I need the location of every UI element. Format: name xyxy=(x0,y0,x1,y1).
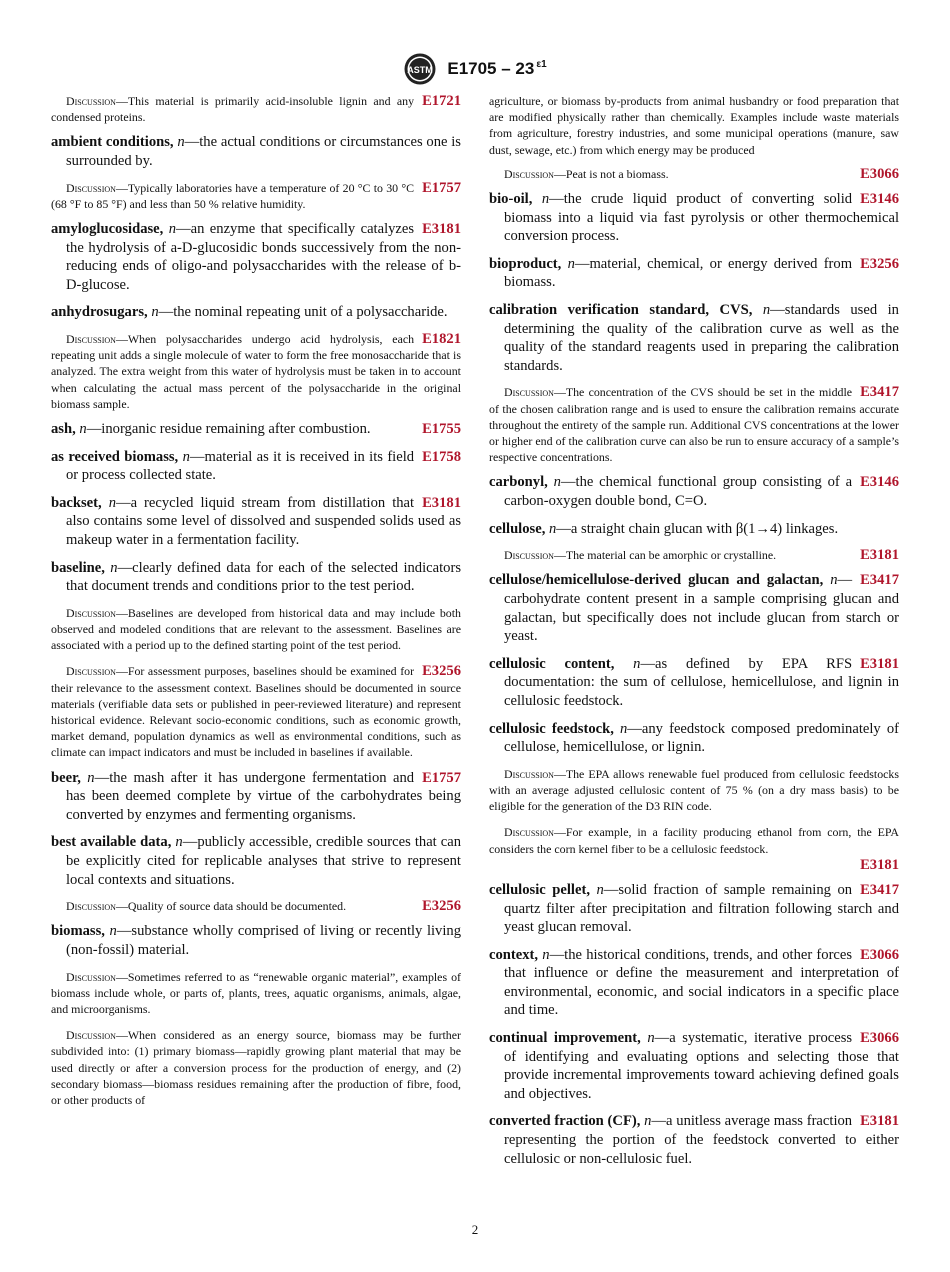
designation-text: E1705 – 23 xyxy=(447,59,535,78)
reference-code: E3181 xyxy=(860,1113,899,1130)
reference-code: E3417 xyxy=(860,881,899,898)
part-of-speech: n xyxy=(110,559,118,576)
discussion-label: Discussion xyxy=(66,664,116,679)
glossary-entry xyxy=(51,494,461,550)
discussion-text: —Peat is not a biomass. xyxy=(553,166,669,181)
standard-designation xyxy=(447,59,546,79)
part-of-speech: n xyxy=(596,881,604,898)
term: bio-oil, xyxy=(489,191,533,208)
definition: —clearly defined data for each of the selected indicators that document trends and conditions prior to the test period. xyxy=(66,559,461,595)
definition: —substance wholly comprised of living or recently living (non-fossil) material. xyxy=(66,923,461,958)
part-of-speech: n xyxy=(87,769,95,786)
discussion-text: —Sometimes referred to as “renewable organic material”, examples of biomass include whole, or parts of, plants, trees, aquatic organisms, animals, algae, and microorganisms. xyxy=(51,969,461,1016)
term: best available data, xyxy=(51,834,172,851)
definition: —the mash after it has undergone fermentation and has been deemed complete by virtue of the carbohydrates being converted by enzymes and fermenting organisms. xyxy=(66,769,461,823)
term: backset, xyxy=(51,494,102,511)
discussion-note xyxy=(51,1027,461,1108)
reference-code: E3181 xyxy=(860,655,899,672)
part-of-speech: n xyxy=(830,572,838,589)
discussion-label: Discussion xyxy=(66,1028,116,1043)
discussion-label: Discussion xyxy=(504,825,554,840)
term: cellulosic content, xyxy=(489,655,615,672)
reference-code: E1721 xyxy=(422,93,461,109)
reference-code: E3181 xyxy=(860,856,899,873)
term: cellulose/hemicellulose-derived glucan and galactan, xyxy=(489,572,824,589)
definition: —the crude liquid product of converting solid biomass into a liquid via fast pyrolysis or other thermochemical conversion process. xyxy=(504,191,899,245)
discussion-label: Discussion xyxy=(66,331,116,346)
glossary-entry xyxy=(489,301,899,375)
discussion-note xyxy=(51,969,461,1018)
definition: —a straight chain glucan with β(1→4) linkages. xyxy=(556,520,839,537)
right-column xyxy=(489,93,899,1177)
glossary-entry xyxy=(489,473,899,510)
discussion-note xyxy=(51,180,461,212)
discussion-continuation: agriculture, or biomass by-products from animal husbandry or food preparation that are modified physically rather than chemically. Examples include waste materials from agriculture, forestry industries, and some municipal operations (manure, saw dust, sewage, etc.) from which energy may be produced xyxy=(489,94,899,157)
discussion-label: Discussion xyxy=(66,605,116,620)
glossary-entry xyxy=(489,520,899,539)
discussion-label: Discussion xyxy=(66,94,116,108)
glossary-entry xyxy=(51,448,461,485)
term: cellulosic pellet, xyxy=(489,881,590,898)
discussion-text: —When considered as an energy source, biomass may be further subdivided into: (1) primary biomass—rapidly growing plant material that may be used directly or after a conversion process for the production of energy, and (2) secondary biomass—biomass residues remaining after the production of fibre, food, or other products of xyxy=(51,1028,461,1107)
reference-code: E3417 xyxy=(860,572,899,589)
discussion-text: —Quality of source data should be documented. xyxy=(115,899,347,914)
reference-code: E3146 xyxy=(860,474,899,491)
part-of-speech: n xyxy=(633,655,641,672)
definition: —the historical conditions, trends, and other forces that influence or define the measurement and interpretation of environmental, economic, and social indicators in a specific place and time. xyxy=(504,946,899,1019)
discussion-label: Discussion xyxy=(504,166,554,181)
definition: —a systematic, iterative process of identifying and evaluating options and selecting those that provide incremental improvements toward achieving defined goals and objectives. xyxy=(504,1030,899,1102)
discussion-note xyxy=(51,93,461,125)
page-header xyxy=(0,52,950,86)
definition: —carbohydrate content present in a sample comprising glucan and galactan, but specifically does not include glucan from starch or yeast. xyxy=(504,572,899,645)
discussion-label: Discussion xyxy=(66,969,116,984)
reference-code: E1757 xyxy=(422,769,461,786)
discussion-text: —When polysaccharides undergo acid hydrolysis, each repeating unit adds a single molecule of water to form the free monosaccharide that is analyzed. The extra weight from this water of hydrolysis must be taken in to account when calculating the actual mass percent of the polysaccharide in the original biomass sample. xyxy=(51,331,461,411)
discussion-note xyxy=(489,547,899,563)
part-of-speech: n xyxy=(541,191,550,208)
page-number: 2 xyxy=(471,1222,479,1237)
part-of-speech: n xyxy=(79,420,87,437)
glossary-entry xyxy=(489,571,899,645)
reference-code: E3181 xyxy=(860,547,899,564)
definition: —a recycled liquid stream from distillation that also contains some level of dissolved and suspended solids used as makeup water in a fermentation facility. xyxy=(66,494,461,548)
reference-code: E1821 xyxy=(422,330,461,347)
term: beer, xyxy=(51,769,81,786)
term: as received biomass, xyxy=(51,448,179,465)
discussion-label: Discussion xyxy=(66,180,116,195)
discussion-note xyxy=(51,331,461,412)
part-of-speech: n xyxy=(175,834,183,851)
discussion-text: —The concentration of the CVS should be set in the middle of the chosen calibration range and is used to ensure the calibration remains accurate throughout the entirety of the sample run. Additional CVS concentrations at the lower or higher end of the calibration curve can also be run to ensure accuracy of a sample’s respective concentrations. xyxy=(489,385,899,465)
reference-code: E1755 xyxy=(422,420,461,437)
reference-code: E3181 xyxy=(422,494,461,511)
glossary-entry xyxy=(51,220,461,294)
part-of-speech: n xyxy=(182,448,190,465)
definition: —a unitless average mass fraction representing the portion of the feedstock converted to either cellulosic or non-cellulosic fuel. xyxy=(504,1113,899,1167)
term: baseline, xyxy=(51,559,105,576)
definition: —the nominal repeating unit of a polysaccharide. xyxy=(158,304,448,321)
discussion-text: —The EPA allows renewable fuel produced from cellulosic feedstocks with an average adjusted cellulosic content of 75 % (on a dry mass basis) to be eligible for the generation of the D3 RIN code. xyxy=(489,766,899,814)
discussion-note xyxy=(51,605,461,654)
definition: —an enzyme that specifically catalyzes the hydrolysis of a-D-glucosidic bonds successively from the non-reducing ends of oligo-and polysaccharides with the release of b-D-glucose. xyxy=(66,221,461,293)
discussion-label: Discussion xyxy=(504,766,554,781)
reference-code: E1758 xyxy=(422,448,461,465)
logo-text: ASTM xyxy=(407,65,434,75)
discussion-note xyxy=(489,824,899,873)
glossary-entry xyxy=(51,133,461,170)
glossary-entry xyxy=(51,922,461,959)
discussion-note xyxy=(489,766,899,815)
part-of-speech: n xyxy=(620,720,628,737)
reference-code: E3146 xyxy=(860,191,899,208)
discussion-note xyxy=(489,166,899,182)
discussion-label: Discussion xyxy=(66,899,116,914)
glossary-entry xyxy=(51,833,461,889)
definition: —solid fraction of sample remaining on quartz filter after precipitation and filtration following starch and yeast glucan removal. xyxy=(504,881,899,936)
term: context, xyxy=(489,946,539,963)
term: biomass, xyxy=(51,923,105,940)
part-of-speech: n xyxy=(647,1030,655,1047)
discussion-label: Discussion xyxy=(504,385,554,400)
term: anhydrosugars, xyxy=(51,304,148,321)
definition: —as defined by EPA RFS documentation: the sum of cellulose, hemicellulose, and lignin in cellulosic feedstock. xyxy=(504,655,899,709)
discussion-note xyxy=(489,384,899,465)
term: ash, xyxy=(51,420,76,437)
part-of-speech: n xyxy=(108,494,116,511)
discussion-text: —This material is primarily acid-insoluble lignin and any condensed proteins. xyxy=(51,94,415,125)
reference-code: E3256 xyxy=(422,663,461,680)
reference-code: E3256 xyxy=(860,255,899,272)
definition: —the chemical functional group consisting of a carbon-oxygen double bond, C=O. xyxy=(504,474,853,509)
definition: —publicly accessible, credible sources that can be explicitly cited for replicable analyses that strive to represent local contexts and situations. xyxy=(66,834,462,888)
term: calibration verification standard, CVS, xyxy=(489,301,753,318)
part-of-speech: n xyxy=(644,1113,652,1130)
term: cellulose, xyxy=(489,520,546,537)
part-of-speech: n xyxy=(567,255,575,272)
glossary-entry xyxy=(489,1029,899,1103)
part-of-speech: n xyxy=(151,304,159,321)
term: ambient conditions, xyxy=(51,134,174,151)
definition: —inorganic residue remaining after combustion. xyxy=(86,420,371,437)
glossary-entry xyxy=(489,655,899,711)
glossary-entry xyxy=(489,881,899,937)
discussion-text: —Typically laboratories have a temperature of 20 °C to 30 °C (68 °F to 85 °F) and less than 50 % relative humidity. xyxy=(51,180,415,211)
part-of-speech: n xyxy=(762,301,771,318)
glossary-entry xyxy=(51,769,461,825)
part-of-speech: n xyxy=(168,221,177,237)
discussion-note xyxy=(51,898,461,914)
term: bioproduct, xyxy=(489,255,562,272)
term: amyloglucosidase, xyxy=(51,221,164,237)
discussion-text: —The material can be amorphic or crystalline. xyxy=(553,548,777,563)
glossary-entry xyxy=(489,946,899,1020)
definition: —material, chemical, or energy derived from biomass. xyxy=(504,255,853,291)
discussion-label: Discussion xyxy=(504,548,554,563)
reference-code: E3181 xyxy=(422,221,461,237)
left-column xyxy=(51,93,461,1116)
astm-logo-icon xyxy=(403,52,437,86)
glossary-entry xyxy=(51,303,461,322)
glossary-entry xyxy=(489,255,899,292)
part-of-speech: n xyxy=(549,520,557,537)
discussion-text: —Baselines are developed from historical data and may include both observed and modeled conditions that are relevant to the assessment. Baselines are associated with a period up to the defined starting point of the test period. xyxy=(51,605,461,653)
definition: —any feedstock composed predominately of cellulose, hemicellulose, or lignin. xyxy=(504,720,899,756)
term: converted fraction (CF), xyxy=(489,1113,641,1130)
reference-code: E3066 xyxy=(860,1030,899,1047)
definition: —material as it is received in its field or process collected state. xyxy=(66,448,415,484)
discussion-text: —For example, in a facility producing ethanol from corn, the EPA considers the corn kernel fiber to be a cellulosic feedstock. xyxy=(489,825,899,856)
reference-code: E3066 xyxy=(860,165,899,182)
part-of-speech: n xyxy=(553,474,561,491)
glossary-entry xyxy=(489,1112,899,1168)
definition: —standards used in determining the quality of the calibration curve as well as the quality of the standard reagents used in preparing the calibration standards. xyxy=(504,301,899,374)
discussion-note xyxy=(51,663,461,760)
glossary-entry xyxy=(51,559,461,596)
part-of-speech: n xyxy=(109,923,117,940)
glossary-entry xyxy=(51,420,461,439)
part-of-speech: n xyxy=(542,946,550,963)
glossary-entry xyxy=(489,190,899,246)
term: cellulosic feedstock, xyxy=(489,720,614,737)
reference-code: E1757 xyxy=(422,179,461,196)
glossary-entry xyxy=(489,720,899,757)
discussion-text: —For assessment purposes, baselines should be examined for their relevance to the assessment context. Baselines should be documented in source materials (verifiable data sets or published in peer-reviewed literature) and represent historical evidence. Relevant socio-economic conditions, such as economic growth, market demand, population dynamics as well as environmental conditions, such as climate can impact indicators and must be included in baselines if available. xyxy=(51,664,461,760)
definition: —the actual conditions or circumstances one is surrounded by. xyxy=(66,134,461,169)
term: continual improvement, xyxy=(489,1030,641,1047)
reference-code: E3256 xyxy=(422,898,461,915)
designation-superscript: ε1 xyxy=(536,59,547,71)
term: carbonyl, xyxy=(489,474,548,491)
reference-code: E3417 xyxy=(860,384,899,401)
reference-code: E3066 xyxy=(860,946,899,963)
part-of-speech: n xyxy=(177,134,185,151)
